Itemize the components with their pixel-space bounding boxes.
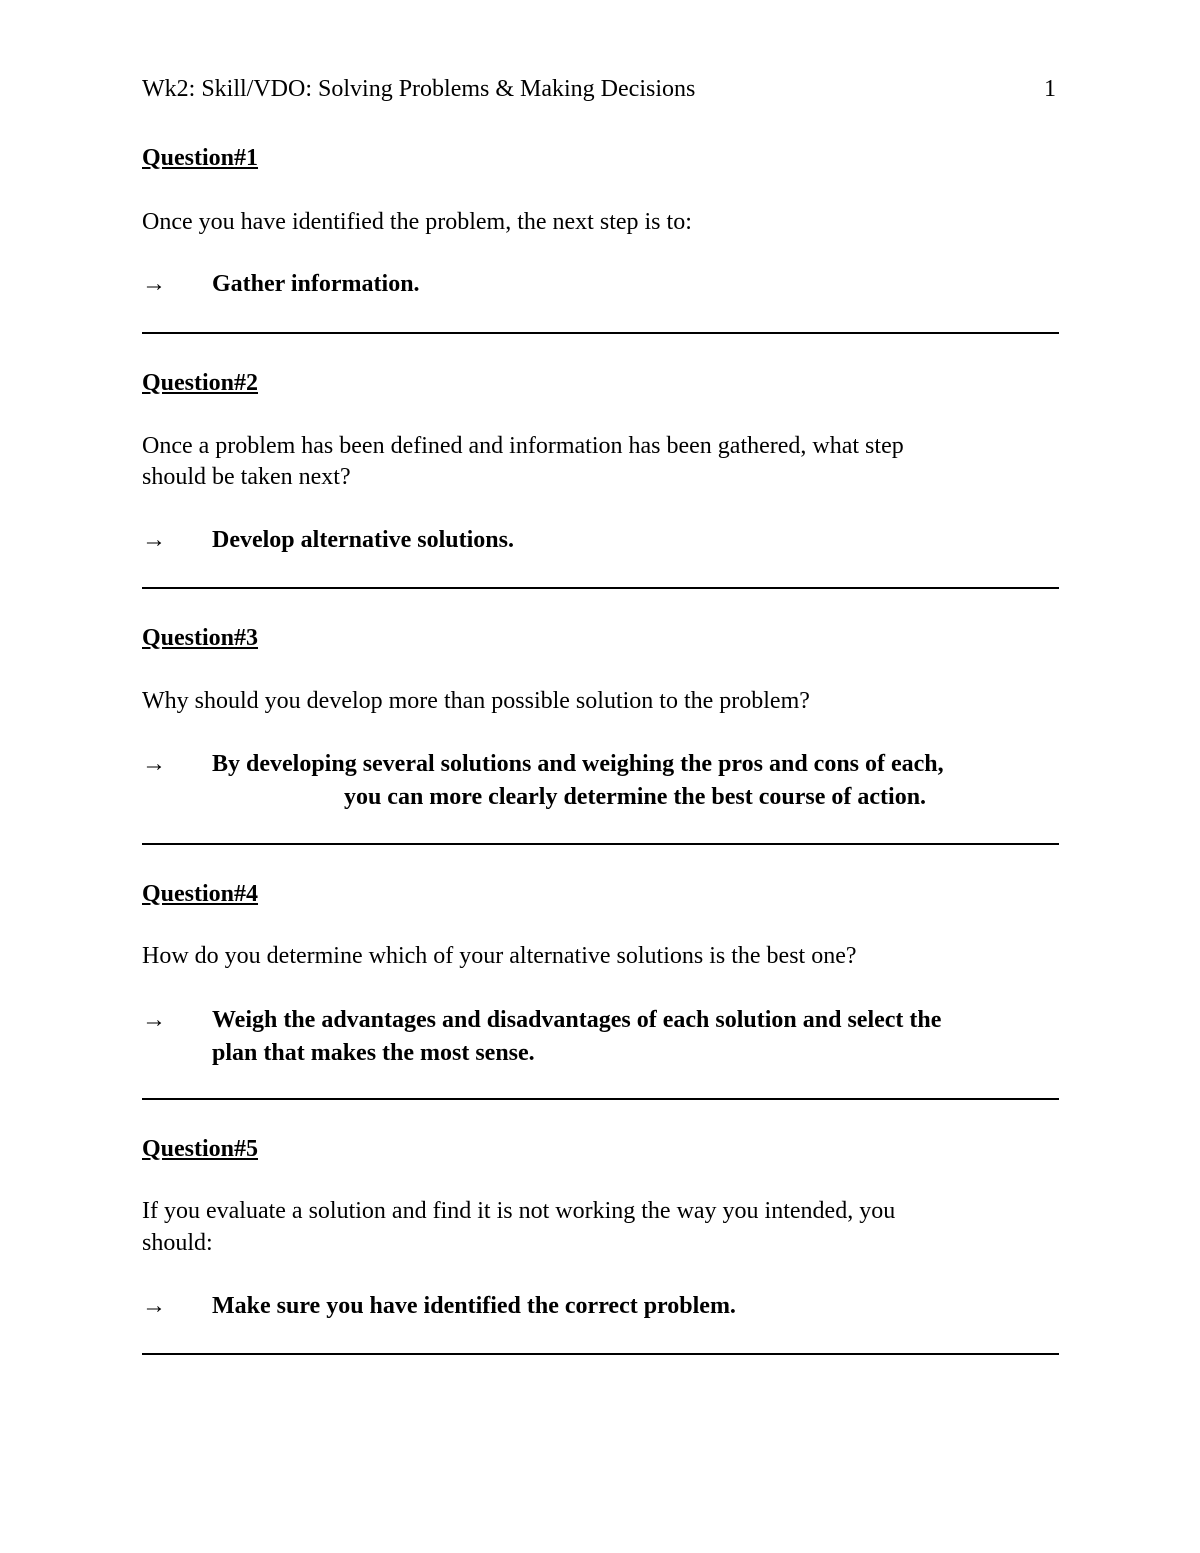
- answer-text: Develop alternative solutions.: [212, 527, 514, 553]
- arrow-icon: →: [142, 751, 166, 777]
- arrow-icon: →: [142, 271, 166, 297]
- question-block-5: [142, 1133, 1058, 1333]
- document-title: Wk2: Skill/VDO: Solving Problems & Making Decisions: [142, 76, 696, 102]
- answer-text: [212, 1004, 1058, 1070]
- question-block-1: [142, 142, 1058, 312]
- answer-text: Gather information.: [212, 271, 420, 297]
- answer-text: [212, 748, 1058, 814]
- section-divider: [142, 332, 1059, 334]
- question-text-line-2: should:: [142, 1230, 213, 1256]
- question-label: Question#2: [142, 370, 259, 396]
- arrow-icon: →: [142, 527, 166, 553]
- question-block-2: [142, 367, 1058, 567]
- answer-text-line-1: Weigh the advantages and disadvantages of each solution and select the: [212, 1007, 942, 1033]
- arrow-icon: →: [142, 1007, 166, 1033]
- question-label: Question#5: [142, 1136, 259, 1162]
- question-text-line-1: Once a problem has been defined and information has been gathered, what step: [142, 433, 904, 459]
- question-text: How do you determine which of your alternative solutions is the best one?: [142, 943, 857, 969]
- section-divider: [142, 843, 1059, 845]
- answer-text-line-2: you can more clearly determine the best course of action.: [343, 784, 927, 810]
- question-label: Question#3: [142, 625, 259, 651]
- question-text: Why should you develop more than possible solution to the problem?: [142, 688, 810, 714]
- answer-text-line-1: By developing several solutions and weighing the pros and cons of each,: [212, 751, 944, 777]
- question-text-line-2: should be taken next?: [142, 464, 351, 490]
- section-divider: [142, 587, 1059, 589]
- section-divider: [142, 1353, 1059, 1355]
- arrow-icon: →: [142, 1293, 166, 1319]
- page-header: [142, 72, 1058, 106]
- question-text-line-1: If you evaluate a solution and find it is not working the way you intended, you: [142, 1198, 896, 1224]
- question-block-4: [142, 878, 1058, 1078]
- section-divider: [142, 1098, 1059, 1100]
- question-label: Question#1: [142, 145, 259, 171]
- question-text: Once you have identified the problem, the next step is to:: [142, 209, 692, 235]
- page-number: 1: [1044, 76, 1056, 102]
- answer-text: Make sure you have identified the correct problem.: [212, 1293, 736, 1319]
- question-block-3: [142, 622, 1058, 822]
- question-label: Question#4: [142, 881, 259, 907]
- answer-text-line-2: plan that makes the most sense.: [212, 1040, 535, 1066]
